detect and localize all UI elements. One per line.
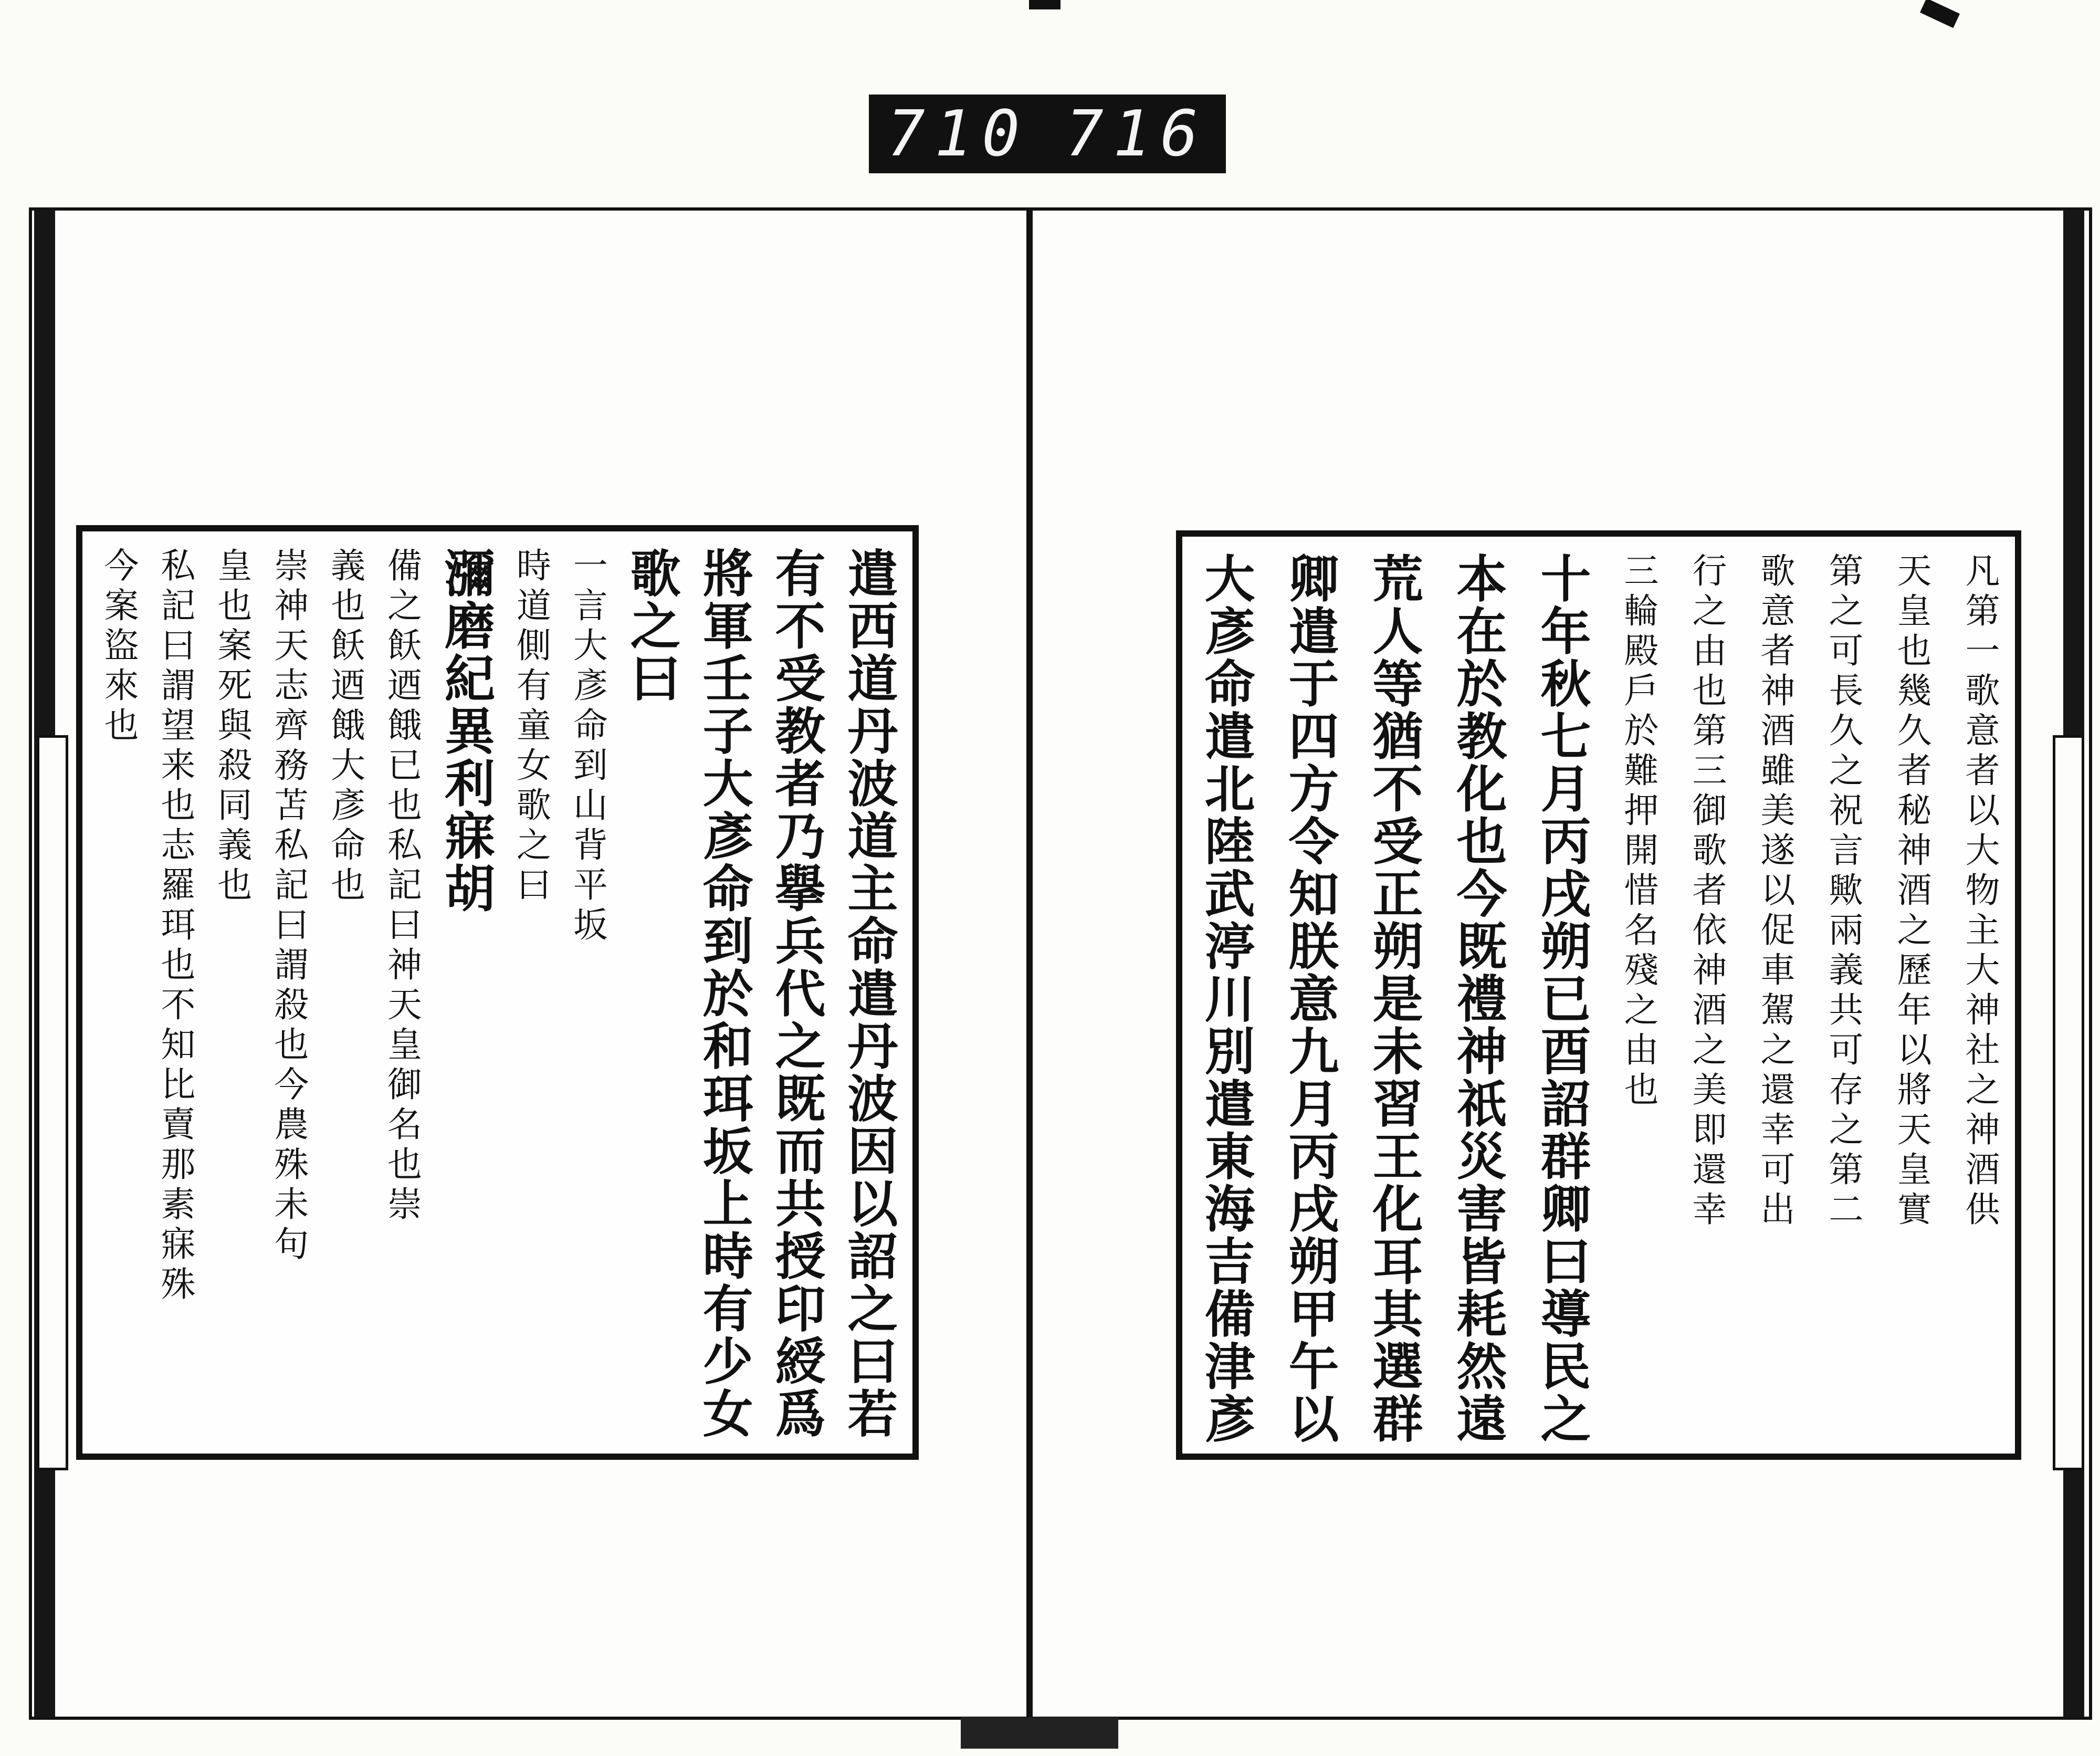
right-page-text-block xyxy=(1176,530,2021,1460)
left-edge-tab xyxy=(37,735,68,1470)
annotation-column: 備之飫迺餓已也私記曰神天皇御名也崇 xyxy=(381,547,422,1226)
annotation-column: 天皇也幾久者秘神酒之歷年以將天皇實 xyxy=(1891,552,1931,1231)
text-column: 十年秋七月丙戌朔已酉詔群卿曰導民之 xyxy=(1532,552,1592,1445)
annotation-column: 第之可長久之祝言歟兩義共可存之第二 xyxy=(1823,552,1863,1231)
text-column: 歌之曰 xyxy=(622,547,682,705)
text-column: 大彥命遣北陸武渟川別遣東海吉備津彥 xyxy=(1196,552,1256,1445)
frame-number-label xyxy=(869,95,1226,173)
text-column: 將軍壬子大彥命到於和珥坂上時有少女 xyxy=(695,547,754,1440)
annotation-column: 皇也案死與殺同義也 xyxy=(211,547,252,906)
top-mark xyxy=(1029,0,1060,9)
annotation-column: 凡第一歌意者以大物主大神社之神酒供 xyxy=(1959,552,2000,1231)
bottom-spine-mark xyxy=(961,1717,1118,1749)
text-column: 瀰磨紀異利寐胡 xyxy=(436,547,496,915)
text-column: 遣西道丹波道主命遣丹波因以詔之曰若 xyxy=(839,547,899,1440)
annotation-column: 義也飫迺餓大彥命也 xyxy=(324,547,365,906)
frame-number-start: 710 xyxy=(887,97,1030,171)
annotation-column: 崇神天志齊務苫私記曰謂殺也今農殊未句 xyxy=(268,547,309,1266)
text-column: 本在於教化也今既禮神祇災害皆耗然遠 xyxy=(1448,552,1508,1445)
right-edge-tab xyxy=(2053,735,2084,1470)
frame-number-end: 716 xyxy=(1065,97,1208,171)
text-column: 荒人等猶不受正朔是未習王化耳其選群 xyxy=(1364,552,1424,1445)
text-column: 卿遣于四方令知朕意九月丙戌朔甲午以 xyxy=(1280,552,1340,1445)
corner-mark xyxy=(1920,0,1960,28)
annotation-column: 今案盜來也 xyxy=(98,547,139,747)
left-page-text-block xyxy=(76,525,919,1460)
annotation-column: 一言大彥命到山背平坂 xyxy=(567,547,608,946)
annotation-column: 三輪殿戶於難押開惜名殘之由也 xyxy=(1618,552,1658,1111)
text-column: 有不受教者乃擧兵代之既而共授印綬爲 xyxy=(766,547,826,1440)
annotation-column: 時道側有童女歌之曰 xyxy=(510,547,551,906)
annotation-column: 行之由也第三御歌者依神酒之美即還幸 xyxy=(1686,552,1727,1231)
book-spine xyxy=(1026,207,1033,1720)
annotation-column: 歌意者神酒雖美遂以促車駕之還幸可出 xyxy=(1755,552,1795,1231)
annotation-column: 私記曰謂望来也志羅珥也不知比賣那素寐殊 xyxy=(154,547,195,1305)
